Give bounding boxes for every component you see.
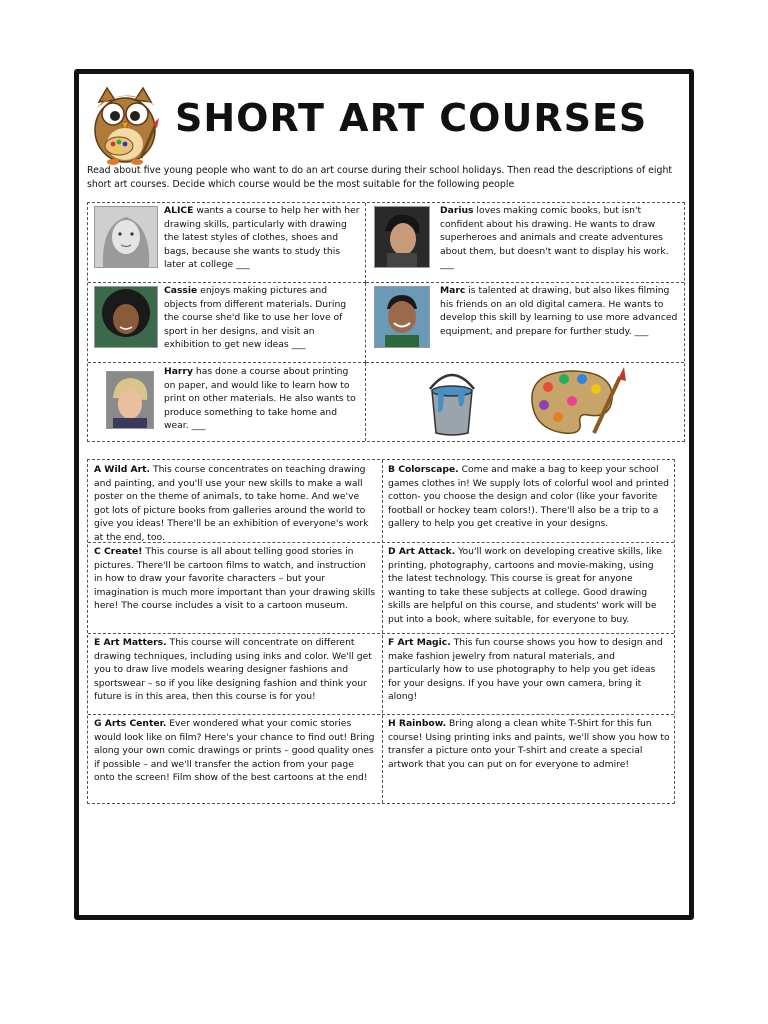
illustration-cell xyxy=(366,363,684,441)
person-text-alice: ALICE wants a course to help her with her drawing skills, particularly with drawing the latest styles of clothes, shoes and bags, because she wants to study this later at college ___ xyxy=(164,205,360,271)
person-card-alice xyxy=(88,203,366,283)
course-card-f: F Art Magic. This fun course shows you how to design and make fashion jewelry from natural materials, and particularly how to use photography to help you get ideas for your designs. If you have your own camera, bring it along! xyxy=(388,637,663,703)
person-text-cassie: Cassie enjoys making pictures and objects from different materials. During the course she'd like to use her love of sport in her designs, and visit an exhibition to get new ideas ___ xyxy=(164,285,347,351)
photo-harry xyxy=(106,371,154,429)
course-card-e: E Art Matters. This course will concentrate on different drawing techniques, including using inks and color. We'll get you to draw live models wearing designer fashions and sportswear – so if you like designing fashion and think your future is in this area, then this course is for you! xyxy=(94,637,372,703)
course-card-b: B Colorscape. Come and make a bag to keep your school games clothes in! We supply lots of colorful wool and printed cotton- you choose the design and color (like your favorite football or hockey team colors!). There'll also be a trip to a gallery to help you get creative in your designs. xyxy=(388,464,669,530)
course-card-h: H Rainbow. Bring along a clean white T-Shirt for this fun course! Using printing inks and paints, we'll show you how to transfer a picture onto your T-shirt and create a special artwork that you can put on for everyone to admire! xyxy=(388,718,670,770)
photo-marc xyxy=(374,286,430,348)
photo-alice xyxy=(94,206,158,268)
people-table xyxy=(87,202,685,442)
person-card-harry xyxy=(88,363,366,441)
person-card-marc xyxy=(366,283,684,363)
palette-icon xyxy=(524,365,628,437)
paint-bucket-icon xyxy=(424,367,480,437)
courses-table xyxy=(87,459,675,804)
person-text-harry: Harry has done a course about printing on paper, and would like to learn how to print on other materials. He also wants to produce something to take home and wear. ___ xyxy=(164,366,356,432)
person-text-marc: Marc is talented at drawing, but also likes filming his friends on an old digital camera. He wants to develop this skill by learning to use more advanced equipment, and prepare for further study. ___ xyxy=(440,285,678,337)
photo-darius xyxy=(374,206,430,268)
owl-painter-icon xyxy=(89,80,163,166)
course-card-g: G Arts Center. Ever wondered what your comic stories would look like on film? Here's your chance to find out! Bring along your own comic drawings or prints – good quality ones if possible – and we'll transfer the action from your page onto the screen! Film show of the best cartoons at the end! xyxy=(94,718,375,784)
course-card-a: A Wild Art. This course concentrates on teaching drawing and painting, and you'll use your new skills to make a wall poster on the theme of animals, to take home. And we've got lots of picture books from galleries around the world to give you ideas! There'll be an exhibition of everyone's work at the end, too. xyxy=(94,464,369,543)
person-card-darius xyxy=(366,203,684,283)
worksheet xyxy=(74,69,694,920)
course-card-c: C Create! This course is all about telling good stories in pictures. There'll be cartoon films to watch, and instruction in how to draw your favorite characters – but your imagination is much more important than your drawing skills here! The course includes a visit to a cartoon museum. xyxy=(94,546,376,612)
person-card-cassie xyxy=(88,283,366,363)
photo-cassie xyxy=(94,286,158,348)
person-text-darius: Darius loves making comic books, but isn't confident about his drawing. He wants to draw superheroes and animals and create adventures about them, but doesn't want to display his work. ___ xyxy=(440,205,669,271)
course-card-d: D Art Attack. You'll work on developing creative skills, like printing, photography, cartoons and movie-making, using the latest technology. This course is great for anyone wanting to take these subjects at college. Good drawing skills are helpful on this course, and students' work will be put into a book, where suitable, for everyone to buy. xyxy=(388,546,662,625)
intro-text: Read about five young people who want to do an art course during their school holidays. Then read the descriptions of eight short art courses. Decide which course would be the most suitable for the following people xyxy=(87,165,673,190)
page-title: SHORT ART COURSES xyxy=(175,96,648,140)
